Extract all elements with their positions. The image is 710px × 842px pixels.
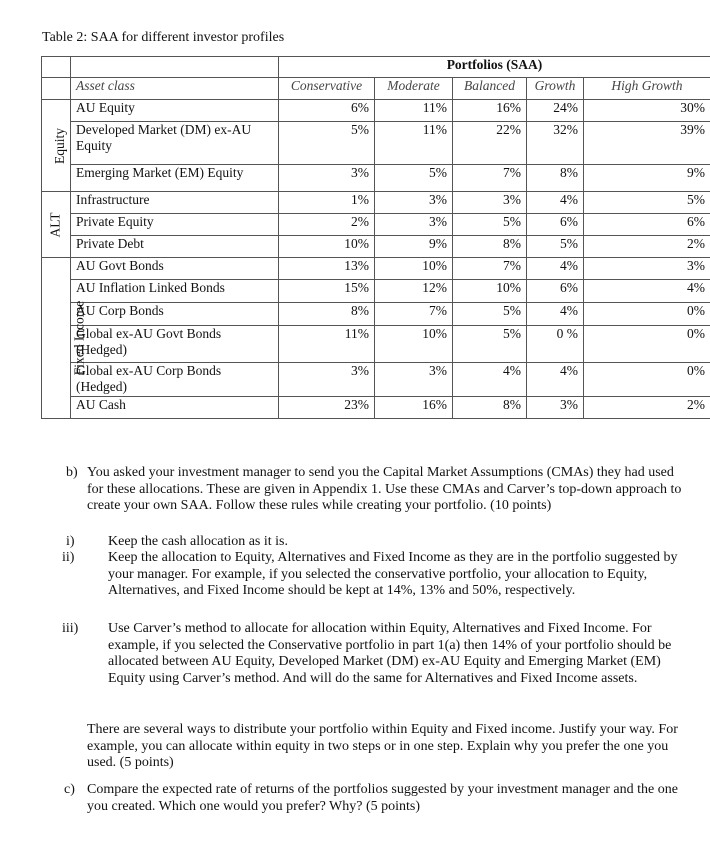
allocation-cell: 22% (453, 122, 527, 165)
asset-class-cell: Global ex-AU Corp Bonds (Hedged) (71, 363, 279, 397)
part-c-text: Compare the expected rate of returns of the portfolios suggested by your investment manager and the one you created. Which one would you prefer? Why? (5 points) (87, 782, 678, 814)
asset-class-cell: Developed Market (DM) ex-AU Equity (71, 122, 279, 165)
portfolios-header: Portfolios (SAA) (279, 57, 710, 78)
profile-header: Conservative (279, 78, 375, 100)
allocation-cell: 23% (279, 397, 375, 419)
allocation-cell: 3% (279, 363, 375, 397)
allocation-cell: 5% (375, 165, 453, 192)
group-label-equity: Equity (42, 100, 71, 192)
saa-table (41, 56, 710, 419)
asset-class-cell: AU Corp Bonds (71, 303, 279, 326)
part-c-marker: c) (64, 782, 75, 797)
group-label-fixed-income: Fixed Income (42, 258, 71, 419)
table-row (42, 326, 710, 363)
allocation-cell: 0 % (527, 326, 584, 363)
table-row (42, 303, 710, 326)
asset-class-cell: Global ex-AU Govt Bonds (Hedged) (71, 326, 279, 363)
allocation-cell: 3% (375, 214, 453, 236)
allocation-cell: 10% (375, 258, 453, 280)
allocation-cell: 39% (584, 122, 710, 165)
table-row (42, 258, 710, 280)
allocation-cell: 4% (527, 192, 584, 214)
table-row (42, 100, 710, 122)
allocation-cell: 30% (584, 100, 710, 122)
allocation-cell: 9% (584, 165, 710, 192)
part-b-text: You asked your investment manager to send you the Capital Market Assumptions (CMAs) they had used for these allocations. These are given in Appendix 1. Use these CMAs and Carver’s top-down approach to create your own SAA. Follow these rules while creating your portfolio. (10 points) (87, 465, 682, 513)
allocation-cell: 4% (584, 280, 710, 303)
allocation-cell: 9% (375, 236, 453, 258)
allocation-cell: 8% (279, 303, 375, 326)
allocation-cell: 3% (453, 192, 527, 214)
allocation-cell: 2% (584, 397, 710, 419)
allocation-cell: 6% (279, 100, 375, 122)
allocation-cell: 5% (279, 122, 375, 165)
allocation-cell: 5% (453, 326, 527, 363)
allocation-cell: 32% (527, 122, 584, 165)
allocation-cell: 15% (279, 280, 375, 303)
allocation-cell: 7% (453, 258, 527, 280)
asset-class-cell: Emerging Market (EM) Equity (71, 165, 279, 192)
header-row-portfolios (42, 57, 710, 78)
allocation-cell: 11% (279, 326, 375, 363)
allocation-cell: 3% (375, 363, 453, 397)
profile-header: Balanced (453, 78, 527, 100)
allocation-cell: 4% (527, 363, 584, 397)
rule-iii-text: Use Carver’s method to allocate for allocation within Equity, Alternatives and Fixed Income. For example, if you selected the Conservative portfolio in part 1(a) then 14% of your portfolio should be allocated between AU Equity, Developed Market (DM) ex-AU Equity and Emerging Market (EM) Equity using Carver’s method. And will do the same for Alternatives and Fixed Income assets. (108, 621, 672, 686)
allocation-cell: 10% (279, 236, 375, 258)
rule-i-marker: i) (66, 534, 75, 549)
table-row (42, 236, 710, 258)
allocation-cell: 16% (375, 397, 453, 419)
allocation-cell: 8% (453, 236, 527, 258)
allocation-cell: 3% (375, 192, 453, 214)
rule-iii-marker: iii) (62, 621, 79, 636)
allocation-cell: 13% (279, 258, 375, 280)
allocation-cell: 4% (453, 363, 527, 397)
table-caption: Table 2: SAA for different investor profiles (42, 30, 285, 45)
allocation-cell: 0% (584, 363, 710, 397)
allocation-cell: 6% (527, 280, 584, 303)
table-row (42, 165, 710, 192)
header-row-profiles (42, 78, 710, 100)
asset-class-header: Asset class (71, 78, 279, 100)
allocation-cell: 5% (453, 303, 527, 326)
profile-header: High Growth (584, 78, 710, 100)
profile-header: Moderate (375, 78, 453, 100)
allocation-cell: 5% (527, 236, 584, 258)
table-row (42, 397, 710, 419)
allocation-cell: 16% (453, 100, 527, 122)
allocation-cell: 4% (527, 258, 584, 280)
allocation-cell: 1% (279, 192, 375, 214)
allocation-cell: 3% (279, 165, 375, 192)
allocation-cell: 7% (375, 303, 453, 326)
allocation-cell: 5% (453, 214, 527, 236)
justification-text: There are several ways to distribute your portfolio within Equity and Fixed income. Justify your way. For example, you can allocate within equity in two steps or in one step. Explain why you prefer the one you used. (5 points) (87, 722, 678, 770)
group-label-alt: ALT (42, 192, 71, 258)
table-row (42, 214, 710, 236)
allocation-cell: 11% (375, 100, 453, 122)
allocation-cell: 6% (527, 214, 584, 236)
allocation-cell: 3% (584, 258, 710, 280)
allocation-cell: 0% (584, 303, 710, 326)
allocation-cell: 11% (375, 122, 453, 165)
allocation-cell: 8% (453, 397, 527, 419)
allocation-cell: 7% (453, 165, 527, 192)
asset-class-cell: AU Govt Bonds (71, 258, 279, 280)
table-row (42, 363, 710, 397)
rule-ii-marker: ii) (62, 550, 75, 565)
allocation-cell: 2% (584, 236, 710, 258)
asset-class-cell: AU Equity (71, 100, 279, 122)
asset-class-cell: Private Debt (71, 236, 279, 258)
profile-header: Growth (527, 78, 584, 100)
rule-ii-text: Keep the allocation to Equity, Alternatives and Fixed Income as they are in the portfolio suggested by your manager. For example, if you selected the conservative portfolio, your allocation to Equity, Alternatives, and Fixed Income should be kept at 14%, 13% and 50%, respectively. (108, 550, 678, 598)
asset-class-cell: Infrastructure (71, 192, 279, 214)
table-row (42, 192, 710, 214)
part-b-marker: b) (66, 465, 78, 480)
allocation-cell: 24% (527, 100, 584, 122)
asset-class-cell: Private Equity (71, 214, 279, 236)
allocation-cell: 0% (584, 326, 710, 363)
allocation-cell: 10% (453, 280, 527, 303)
allocation-cell: 6% (584, 214, 710, 236)
allocation-cell: 4% (527, 303, 584, 326)
table-row (42, 122, 710, 165)
asset-class-cell: AU Inflation Linked Bonds (71, 280, 279, 303)
allocation-cell: 2% (279, 214, 375, 236)
allocation-cell: 3% (527, 397, 584, 419)
table-row (42, 280, 710, 303)
allocation-cell: 10% (375, 326, 453, 363)
allocation-cell: 5% (584, 192, 710, 214)
rule-i-text: Keep the cash allocation as it is. (108, 534, 288, 549)
allocation-cell: 12% (375, 280, 453, 303)
asset-class-cell: AU Cash (71, 397, 279, 419)
allocation-cell: 8% (527, 165, 584, 192)
